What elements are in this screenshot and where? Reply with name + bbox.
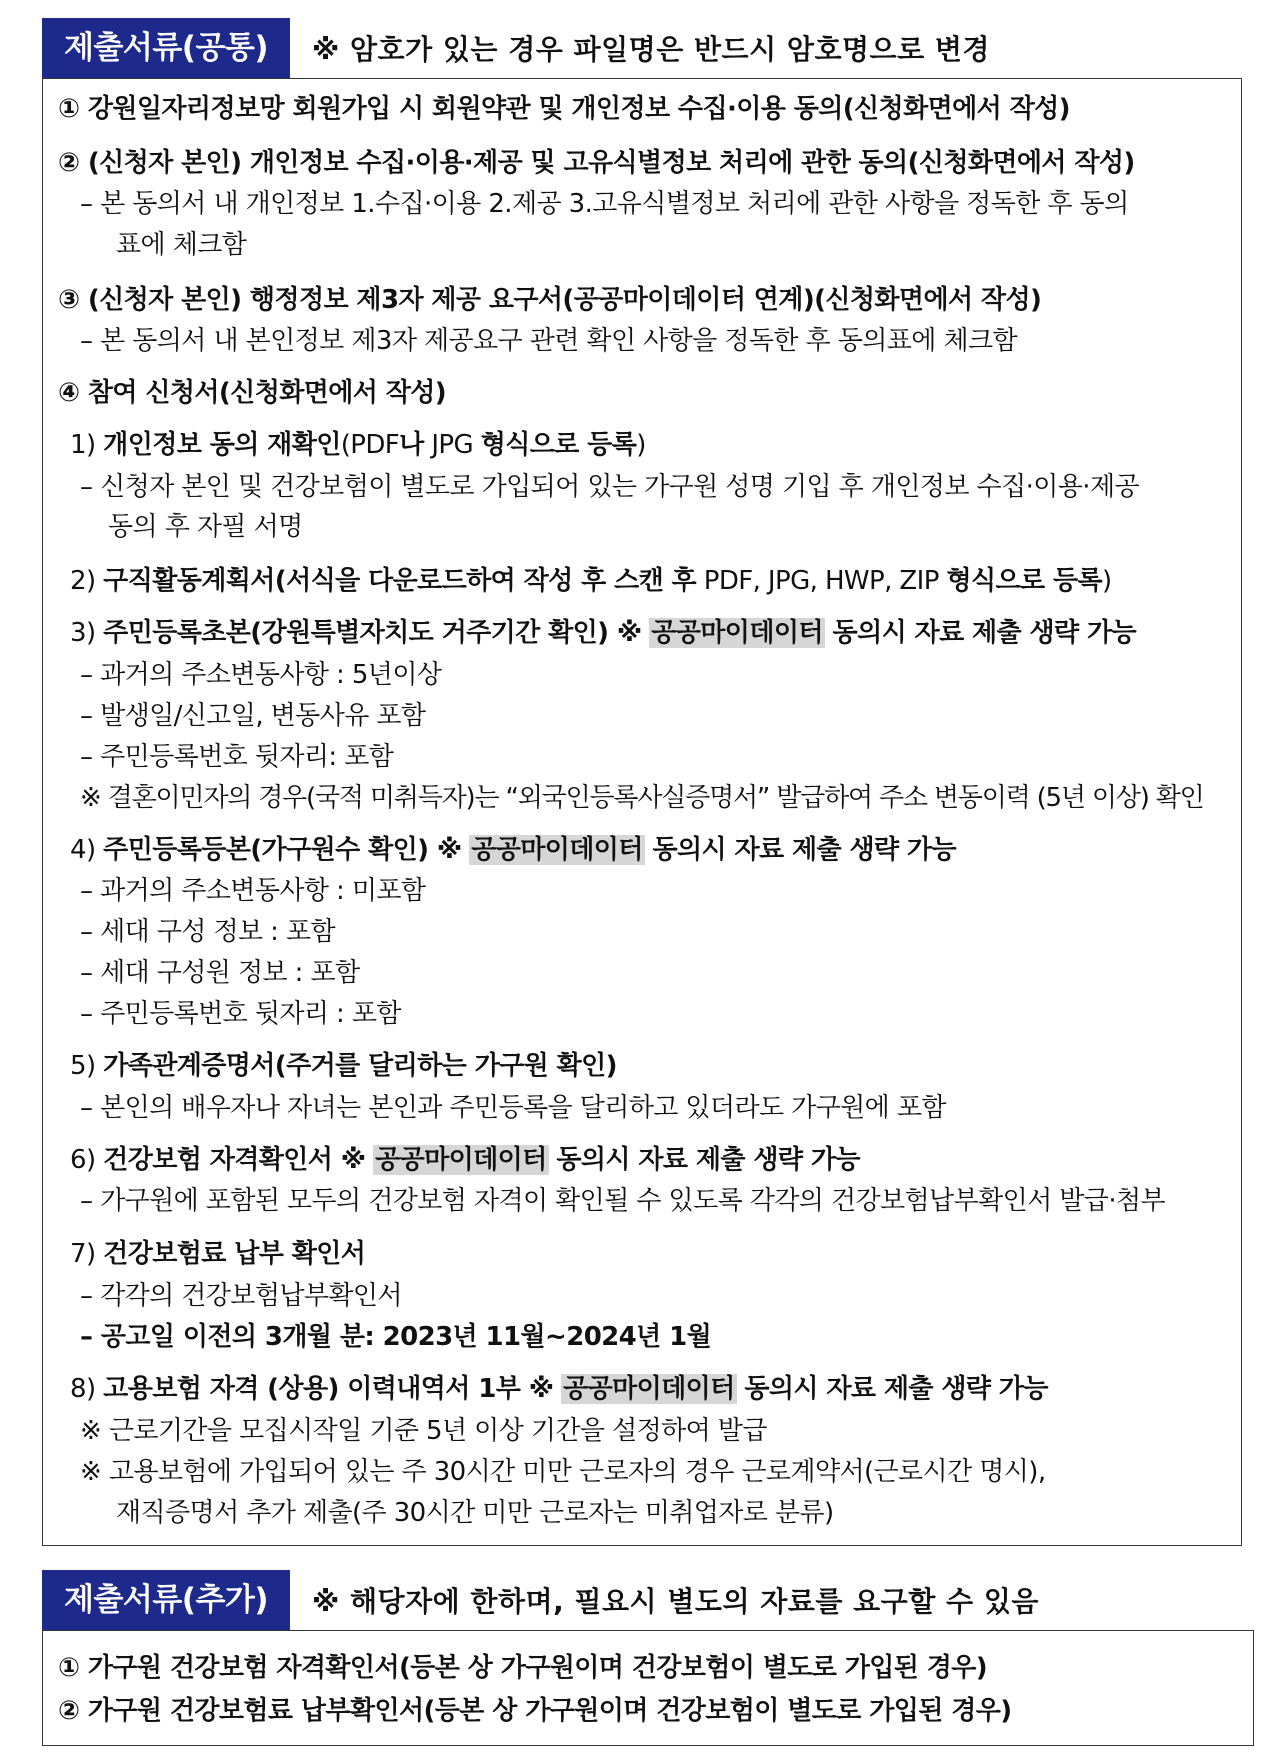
subitem-4-mydata: 공공마이데이터 — [471, 835, 643, 865]
section2-title: 제출서류(추가) — [42, 1570, 290, 1630]
subitem-6-rest: 동의시 자료 제출 생략 가능 — [556, 1145, 860, 1175]
item-2-detail-cont: 표에 체크함 — [116, 230, 247, 260]
subitem-7-number: 7) — [70, 1239, 96, 1269]
item-1: ① 강원일자리정보망 회원가입 시 회원약관 및 개인정보 수집·이용 동의(신청화면에서 작성) — [58, 94, 1070, 124]
subitem-2-number: 2) — [70, 566, 96, 596]
subitem-8-note-2: ※ 고용보험에 가입되어 있는 주 30시간 미만 근로자의 경우 근로계약서(근로시간 명시), — [80, 1457, 1046, 1487]
subitem-8-number: 8) — [70, 1374, 96, 1404]
subitem-3-detail-2: – 발생일/신고일, 변동사유 포함 — [80, 701, 426, 731]
subitem-5 — [70, 1045, 617, 1082]
subitem-6-number: 6) — [70, 1145, 96, 1175]
subitem-1 — [70, 424, 646, 461]
subitem-2-formats: PDF, JPG, HWP, ZIP — [696, 566, 947, 596]
subitem-8-note-3: 재직증명서 추가 제출(주 30시간 미만 근로자는 미취업자로 분류) — [116, 1498, 834, 1528]
subitem-1-title: 개인정보 동의 재확인 — [103, 430, 341, 460]
item-3-detail: – 본 동의서 내 본인정보 제3자 제공요구 관련 확인 사항을 정독한 후 동의표에 체크함 — [80, 326, 1018, 356]
subitem-7-title: 건강보험료 납부 확인서 — [103, 1239, 366, 1269]
subitem-3-detail-1: – 과거의 주소변동사항 : 5년이상 — [80, 660, 442, 690]
section2-header — [42, 1570, 1039, 1630]
subitem-3-title: 주민등록초본(강원특별자치도 거주기간 확인) ※ — [103, 618, 642, 648]
subitem-3-number: 3) — [70, 618, 96, 648]
subitem-1-number: 1) — [70, 430, 96, 460]
subitem-3-note: ※ 결혼이민자의 경우(국적 미취득자)는 “외국인등록사실증명서” 발급하여 주소 변동이력 (5년 이상) 확인 — [80, 783, 1204, 813]
subitem-2-close: ) — [1102, 566, 1112, 596]
subitem-1-form: 형식으로 등록 — [480, 430, 637, 460]
item-4: ④ 참여 신청서(신청화면에서 작성) — [58, 378, 447, 408]
section1-note: ※ 암호가 있는 경우 파일명은 반드시 암호명으로 변경 — [312, 33, 990, 66]
item-3: ③ (신청자 본인) 행정정보 제3자 제공 요구서(공공마이데이터 연계)(신청화면에서 작성) — [58, 285, 1042, 315]
subitem-1-detail: – 신청자 본인 및 건강보험이 별도로 가입되어 있는 가구원 성명 기입 후 개인정보 수집·이용·제공 — [80, 472, 1139, 502]
subitem-3-rest: 동의시 자료 제출 생략 가능 — [832, 618, 1137, 648]
subitem-8-note-1: ※ 근로기간을 모집시작일 기준 5년 이상 기간을 설정하여 발급 — [80, 1416, 767, 1446]
subitem-8 — [70, 1368, 1048, 1405]
subitem-8-title: 고용보험 자격 (상용) 이력내역서 1부 ※ — [103, 1374, 554, 1404]
subitem-4-number: 4) — [70, 835, 96, 865]
subitem-4-title: 주민등록등본(가구원수 확인) ※ — [103, 835, 462, 865]
subitem-7-detail-1: – 각각의 건강보험납부확인서 — [80, 1281, 402, 1311]
subitem-5-detail: – 본인의 배우자나 자녀는 본인과 주민등록을 달리하고 있더라도 가구원에 포함 — [80, 1093, 946, 1123]
subitem-4-detail-3: – 세대 구성원 정보 : 포함 — [80, 958, 360, 988]
subitem-8-mydata: 공공마이데이터 — [563, 1374, 735, 1404]
subitem-1-close: ) — [636, 430, 646, 460]
subitem-6-mydata: 공공마이데이터 — [375, 1145, 547, 1175]
subitem-7-detail-2: – 공고일 이전의 3개월 분: 2023년 11월~2024년 1월 — [80, 1322, 712, 1352]
section1-title: 제출서류(공통) — [42, 18, 290, 78]
subitem-1-detail-cont: 동의 후 자필 서명 — [108, 512, 303, 542]
subitem-2-form: 형식으로 등록 — [946, 566, 1103, 596]
subitem-3-mydata: 공공마이데이터 — [651, 618, 823, 648]
subitem-6 — [70, 1139, 860, 1176]
subitem-5-number: 5) — [70, 1051, 96, 1081]
subitem-4-detail-4: – 주민등록번호 뒷자리 : 포함 — [80, 999, 401, 1029]
subitem-3-detail-3: – 주민등록번호 뒷자리: 포함 — [80, 742, 394, 772]
section1-header — [42, 18, 990, 78]
subitem-1-na: 나 — [399, 430, 424, 460]
subitem-6-detail: – 가구원에 포함된 모두의 건강보험 자격이 확인될 수 있도록 각각의 건강보험납부확인서 발급·첨부 — [80, 1186, 1166, 1216]
subitem-4-detail-2: – 세대 구성 정보 : 포함 — [80, 917, 336, 947]
subitem-1-jpg: JPG — [423, 430, 481, 460]
section2-note: ※ 해당자에 한하며, 필요시 별도의 자료를 요구할 수 있음 — [312, 1585, 1039, 1618]
extra-item-1: ① 가구원 건강보험 자격확인서(등본 상 가구원이며 건강보험이 별도로 가입된 경우) — [58, 1653, 988, 1683]
subitem-1-paren: (PDF — [340, 430, 400, 460]
subitem-3 — [70, 612, 1136, 649]
subitem-8-rest: 동의시 자료 제출 생략 가능 — [744, 1374, 1048, 1404]
item-2: ② (신청자 본인) 개인정보 수집·이용·제공 및 고유식별정보 처리에 관한 동의(신청화면에서 작성) — [58, 148, 1135, 178]
extra-item-2: ② 가구원 건강보험료 납부확인서(등본 상 가구원이며 건강보험이 별도로 가입된 경우) — [58, 1696, 1012, 1726]
subitem-2 — [70, 560, 1112, 597]
subitem-4 — [70, 829, 956, 866]
item-2-detail: – 본 동의서 내 개인정보 1.수집·이용 2.제공 3.고유식별정보 처리에 관한 사항을 정독한 후 동의 — [80, 189, 1129, 219]
subitem-4-rest: 동의시 자료 제출 생략 가능 — [652, 835, 956, 865]
subitem-5-title: 가족관계증명서(주거를 달리하는 가구원 확인) — [103, 1051, 617, 1081]
subitem-7 — [70, 1233, 365, 1270]
subitem-6-title: 건강보험 자격확인서 ※ — [103, 1145, 366, 1175]
subitem-2-title: 구직활동계획서(서식을 다운로드하여 작성 후 스캔 후 — [103, 566, 697, 596]
subitem-4-detail-1: – 과거의 주소변동사항 : 미포함 — [80, 876, 426, 906]
